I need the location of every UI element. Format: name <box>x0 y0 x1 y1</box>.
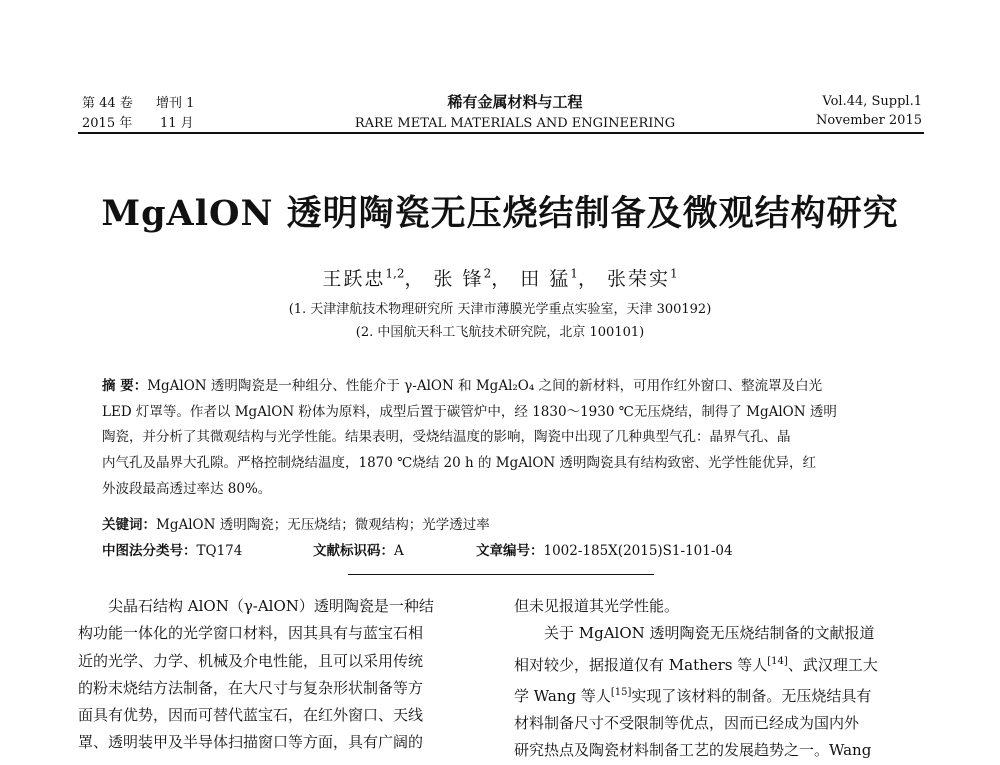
author-affiliation-mark: 1 <box>570 266 578 281</box>
author-name: 张 锋 <box>433 268 484 290</box>
author-name: 田 猛 <box>520 268 571 290</box>
abstract <box>102 374 899 503</box>
body-line: 关于 MgAlON 透明陶瓷无压烧结制备的文献报道 <box>544 624 875 643</box>
section-divider <box>348 574 654 575</box>
body-line: 材料制备尺寸不受限制等优点，因而已经成为国内外 <box>514 714 860 733</box>
body-line: 构功能一体化的光学窗口材料，因其具有与蓝宝石相 <box>78 624 424 643</box>
abstract-line: 陶瓷，并分析了其微观结构与光学性能。结果表明，受烧结温度的影响，陶瓷中出现了几种典型气孔：晶界气孔、晶 <box>102 429 791 446</box>
author-name: 王跃忠 <box>322 268 386 290</box>
journal-title-en: RARE METAL MATERIALS AND ENGINEERING <box>354 116 676 131</box>
keywords-label: 关键词： <box>102 517 156 533</box>
year-label: 2015 年 <box>82 116 133 131</box>
body-line: 罩、透明装甲及半导体扫描窗口等方面，具有广阔的 <box>78 733 424 752</box>
body-line: 面具有优势，因而可替代蓝宝石，在红外窗口、天线 <box>78 706 424 725</box>
author-list: 王跃忠$^{1,2}$， 张 锋$^2$， 田 猛$^1$， 张荣实$^1$ <box>322 266 678 290</box>
abstract-line: 摘 要：MgAlON 透明陶瓷是一种组分、性能介于 γ-AlON 和 MgAl₂O₄ 之间的新材料，可用作红外窗口、整流罩及白光 <box>102 378 823 394</box>
body-line: 近的光学、力学、机械及介电性能，且可以采用传统 <box>78 651 424 670</box>
header-rule <box>78 132 924 134</box>
date-en: November 2015 <box>815 113 922 128</box>
document-code: 文献标识码：A <box>313 543 404 559</box>
issue-label: 增刊 1 <box>156 96 195 111</box>
journal-title-cn: 稀有金属材料与工程 <box>447 93 583 111</box>
abstract-label: 摘 要： <box>102 378 148 394</box>
article-number: 文章编号：1002-185X(2015)S1-101-04 <box>476 543 733 559</box>
author-name: 张荣实 <box>606 268 670 290</box>
affiliation-1: (1. 天津津航技术物理研究所 天津市薄膜光学重点实验室，天津 300192) <box>288 302 712 317</box>
keywords-value: MgAlON 透明陶瓷；无压烧结；微观结构；光学透过率 <box>156 517 490 533</box>
body-line: 相对较少，据报道仅有 Mathers 等人[14]、武汉理工大 <box>514 655 878 674</box>
abstract-line: 外波段最高透过率达 80%。 <box>102 480 272 497</box>
abstract-line: LED 灯罩等。作者以 MgAlON 粉体为原料，成型后置于碳管炉中，经 1830～1930 ℃无压烧结，制得了 MgAlON 透明 <box>102 403 837 420</box>
body-line: 尖晶石结构 AlON（γ-AlON）透明陶瓷是一种结 <box>108 597 434 615</box>
body-right-column <box>514 593 928 765</box>
keywords <box>102 513 490 533</box>
body-left-column <box>78 593 492 757</box>
volume-en: Vol.44, Suppl.1 <box>822 94 922 109</box>
abstract-line: 内气孔及晶界大孔隙。严格控制烧结温度，1870 ℃烧结 20 h 的 MgAlON 透明陶瓷具有结构致密、光学性能优异，红 <box>102 455 816 472</box>
body-line: 但未见报道其光学性能。 <box>514 597 680 615</box>
body-line: 学 Wang 等人[15]实现了该材料的制备。无压烧结具有 <box>514 686 872 705</box>
body-line: 的粉末烧结方法制备，在大尺寸与复杂形状制备等方 <box>78 678 424 697</box>
body-line: 研究热点及陶瓷材料制备工艺的发展趋势之一。Wang <box>514 741 872 760</box>
author-affiliation-mark: 1 <box>670 266 678 281</box>
volume-label: 第 44 卷 <box>82 96 133 111</box>
affiliation-2: (2. 中国航天科工飞航技术研究院，北京 100101) <box>355 325 645 340</box>
author-affiliation-mark: 2 <box>483 266 492 281</box>
month-label: 11 月 <box>160 116 194 131</box>
classification-number: 中图法分类号：TQ174 <box>102 543 243 559</box>
paper-title: MgAlON 透明陶瓷无压烧结制备及微观结构研究 <box>101 193 899 234</box>
citation-ref: [14] <box>767 655 788 667</box>
author-affiliation-mark: 1,2 <box>385 266 405 281</box>
citation-ref: [15] <box>610 686 632 698</box>
